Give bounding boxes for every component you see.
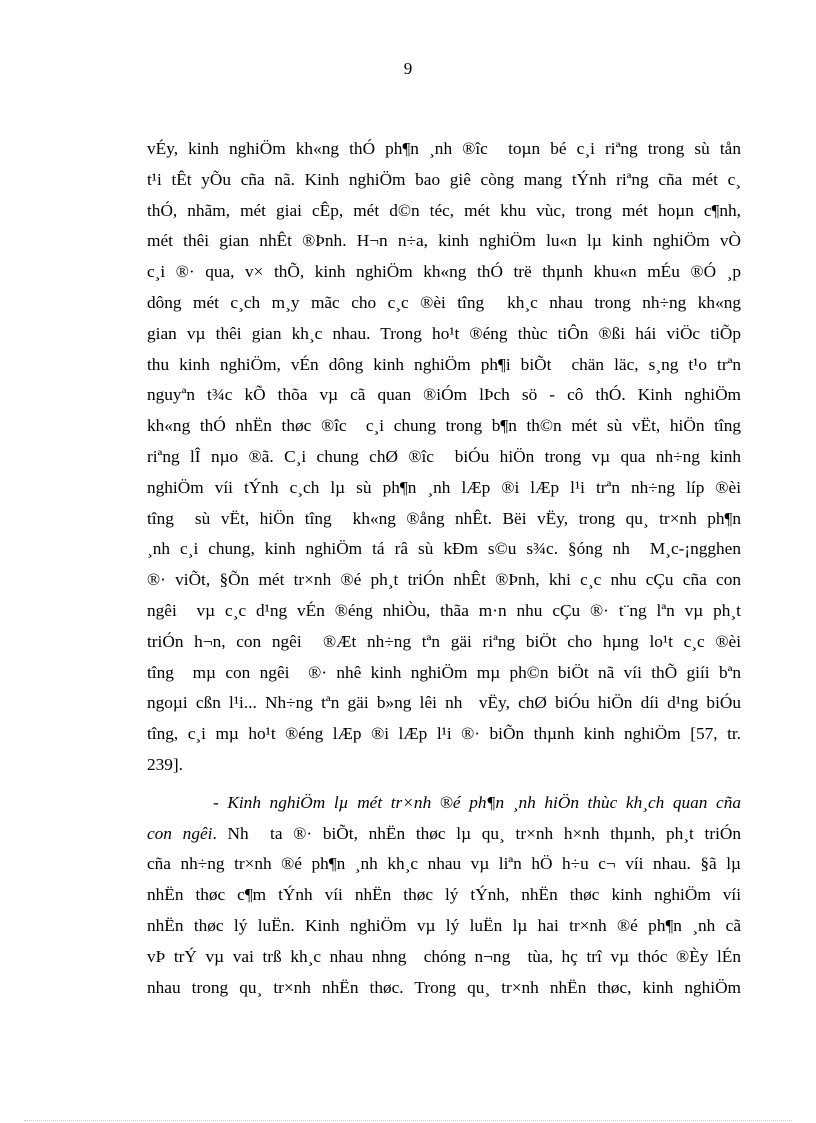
text-line: ngoµi cßn l¹i... Nh÷ng tªn gäi b»ng lêi nh vËy, chØ biÓu hiÖn díi d¹ng biÓu	[147, 693, 741, 713]
text-line: nghiÖm víi tÝnh c¸ch lµ sù ph¶n ¸nh lÆp ®i lÆp l¹i trªn nh÷ng líp ®èi	[147, 477, 741, 497]
paragraph-2-lines	[147, 849, 741, 1003]
text-line: dông mét c¸ch m¸y mãc cho c¸c ®èi tîng kh¸c nhau trong nh÷ng kh«ng	[147, 292, 741, 312]
page-bottom-rule	[24, 1120, 792, 1121]
text-line: ngêi vµ c¸c d¹ng vÉn ®éng nhiÒu, thãa m·n nhu cÇu ®· t¨ng lªn vµ ph¸t	[147, 600, 741, 620]
text-line: 239].	[147, 754, 183, 774]
text-line: ¸nh c¸i chung, kinh nghiÖm tá râ sù kÐm s©u s¾c. §óng nh M¸c-¡ngghen	[147, 539, 741, 559]
text-line: triÓn h¬n, con ngêi ®Æt nh÷ng tªn gäi riªng biÖt cho hµng lo¹t c¸c ®èi	[147, 631, 741, 651]
text-line: nhau trong qu¸ tr×nh nhËn thøc. Trong qu¸ tr×nh nhËn thøc, kinh nghiÖm	[147, 977, 741, 997]
italic-lead: - Kinh nghiÖm lµ mét tr×nh ®é ph¶n ¸nh hiÖn thùc kh¸ch quan cña	[213, 792, 741, 812]
italic-continuation: con ngêi	[147, 823, 213, 843]
text-line: tîng, c¸i mµ ho¹t ®éng lÆp ®i lÆp l¹i ®· biÕn thµnh kinh nghiÖm [57, tr.	[147, 724, 741, 744]
text-line: thÓ, nhãm, mét giai cÊp, mét d©n téc, mét khu vùc, trong mét hoµn c¶nh,	[147, 200, 741, 220]
paragraph-gap	[147, 781, 741, 788]
text-line: tîng sù vËt, hiÖn tîng kh«ng ®ång nhÊt. Bëi vËy, trong qu¸ tr×nh ph¶n	[147, 508, 741, 528]
paragraph-2	[147, 788, 741, 1004]
text-line: ®· viÕt, §Õn mét tr×nh ®é ph¸t triÓn nhÊt ®Þnh, khi c¸c nhu cÇu cña con	[147, 570, 741, 590]
text-line: nhËn thøc c¶m tÝnh víi nhËn thøc lý tÝnh, nhËn thøc kinh nghiÖm víi	[147, 885, 741, 905]
page-number: 9	[403, 59, 413, 78]
text-line: mét thêi gian nhÊt ®Þnh. H¬n n÷a, kinh nghiÖm lu«n lµ kinh nghiÖm vÒ	[147, 231, 741, 251]
text-line: vÞ trÝ vµ vai trß kh¸c nhau nhng chóng n¬ng tùa, hç trî vµ thóc ®Èy lÉn	[147, 946, 741, 966]
text-line	[147, 819, 741, 850]
text-line: tîng mµ con ngêi ®· nhê kinh nghiÖm mµ ph©n biÖt nã víi thÕ giíi bªn	[147, 662, 741, 682]
paragraph-1	[147, 134, 741, 781]
text-line: gian vµ thêi gian kh¸c nhau. Trong ho¹t ®éng thùc tiÔn ®ßi hái viÖc tiÕp	[147, 323, 741, 343]
text-line: thu kinh nghiÖm, vÉn dông kinh nghiÖm ph¶i biÕt chän läc, s¸ng t¹o trªn	[147, 354, 741, 374]
text-line: nguyªn t¾c kÕ thõa vµ cã quan ®iÓm lÞch sö - cô thÓ. Kinh nghiÖm	[147, 385, 741, 405]
text-line: kh«ng thÓ nhËn thøc ®îc c¸i chung trong b¶n th©n mét sù vËt, hiÖn tîng	[147, 416, 741, 436]
document-body	[147, 134, 741, 1003]
text-line: cña nh÷ng tr×nh ®é ph¶n ¸nh kh¸c nhau vµ liªn hÖ h÷u c¬ víi nhau. §ã lµ	[147, 854, 741, 874]
line-text: . Nh ta ®· biÕt, nhËn thøc lµ qu¸ tr×nh h×nh thµnh, ph¸t triÓn	[212, 823, 741, 843]
text-line	[147, 788, 741, 819]
text-line: t¹i tÊt yÕu cña nã. Kinh nghiÖm bao giê còng mang tÝnh riªng cña mét c¸	[147, 169, 741, 189]
text-line: vÉy, kinh nghiÖm kh«ng thÓ ph¶n ¸nh ®îc toµn bé c¸i riªng trong sù tån	[147, 139, 741, 158]
text-line: nhËn thøc lý luËn. Kinh nghiÖm vµ lý luËn lµ hai tr×nh ®é ph¶n ¸nh cã	[147, 915, 741, 935]
text-line: c¸i ®· qua, v× thÕ, kinh nghiÖm kh«ng thÓ trë thµnh khu«n mÉu ®Ó ¸p	[147, 262, 741, 282]
text-line: riªng lÎ nµo ®ã. C¸i chung chØ ®îc biÓu hiÖn trong vµ qua nh÷ng kinh	[147, 446, 741, 466]
